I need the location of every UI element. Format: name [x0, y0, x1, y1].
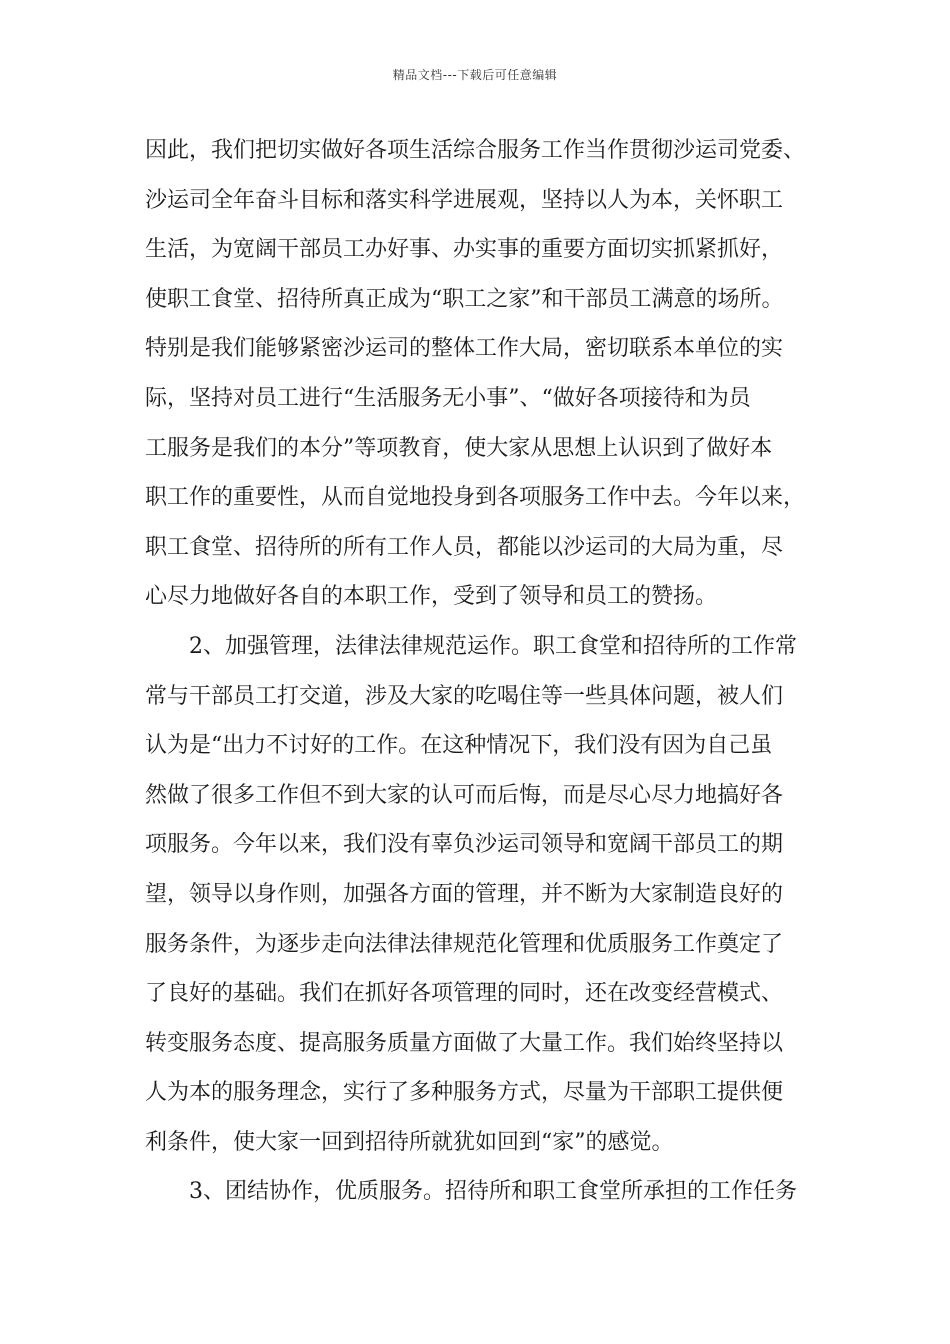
- text-line: 了良好的基础。我们在抓好各项管理的同时，还在改变经营模式、: [145, 981, 784, 1007]
- text-line: 然做了很多工作但不到大家的认可而后悔，而是尽心尽力地搞好各: [145, 782, 784, 808]
- text-line: 沙运司全年奋斗目标和落实科学进展观，坚持以人为本，关怀职工: [145, 187, 784, 213]
- text-line: 职工作的重要性，从而自觉地投身到各项服务工作中去。今年以来，: [145, 485, 806, 511]
- document-body: [145, 126, 835, 1217]
- text-line: 职工食堂、招待所的所有工作人员，都能以沙运司的大局为重，尽: [145, 534, 784, 560]
- text-line: 工服务是我们的本分”等项教育，使大家从思想上认识到了做好本: [145, 435, 773, 461]
- text-line: 心尽力地做好各自的本职工作，受到了领导和员工的赞扬。: [145, 584, 718, 610]
- page-header: 精品文档---下载后可任意编辑: [392, 68, 558, 82]
- text-line: 转变服务态度、提高服务质量方面做了大量工作。我们始终坚持以: [145, 1030, 784, 1056]
- text-line: 项服务。今年以来，我们没有辜负沙运司领导和宽阔干部员工的期: [145, 832, 784, 858]
- text-line: 特别是我们能够紧密沙运司的整体工作大局，密切联系本单位的实: [145, 336, 784, 362]
- text-line: 服务条件，为逐步走向法律法律规范化管理和优质服务工作奠定了: [145, 931, 784, 957]
- paragraph-start-line: 2、加强管理，法律法律规范运作。职工食堂和招待所的工作常: [189, 633, 797, 659]
- text-line: 认为是“出力不讨好的工作。在这种情况下，我们没有因为自己虽: [145, 733, 773, 759]
- text-line: 使职工食堂、招待所真正成为“职工之家”和干部员工满意的场所。: [145, 286, 784, 312]
- text-line: 际，坚持对员工进行“生活服务无小事”、“做好各项接待和为员: [145, 385, 751, 411]
- text-line: 生活，为宽阔干部员工办好事、办实事的重要方面切实抓紧抓好，: [145, 237, 784, 263]
- text-line: 望，领导以身作则，加强各方面的管理，并不断为大家制造良好的: [145, 881, 784, 907]
- text-line: 因此，我们把切实做好各项生活综合服务工作当作贯彻沙运司党委、: [145, 138, 806, 163]
- text-line: 利条件，使大家一回到招待所就犹如回到“家”的感觉。: [145, 1129, 674, 1155]
- text-line: 人为本的服务理念，实行了多种服务方式，尽量为干部职工提供便: [145, 1080, 784, 1106]
- paragraph-start-line: 3、团结协作，优质服务。招待所和职工食堂所承担的工作任务: [189, 1179, 797, 1205]
- text-line: 常与干部员工打交道，涉及大家的吃喝住等一些具体问题，被人们: [145, 683, 784, 709]
